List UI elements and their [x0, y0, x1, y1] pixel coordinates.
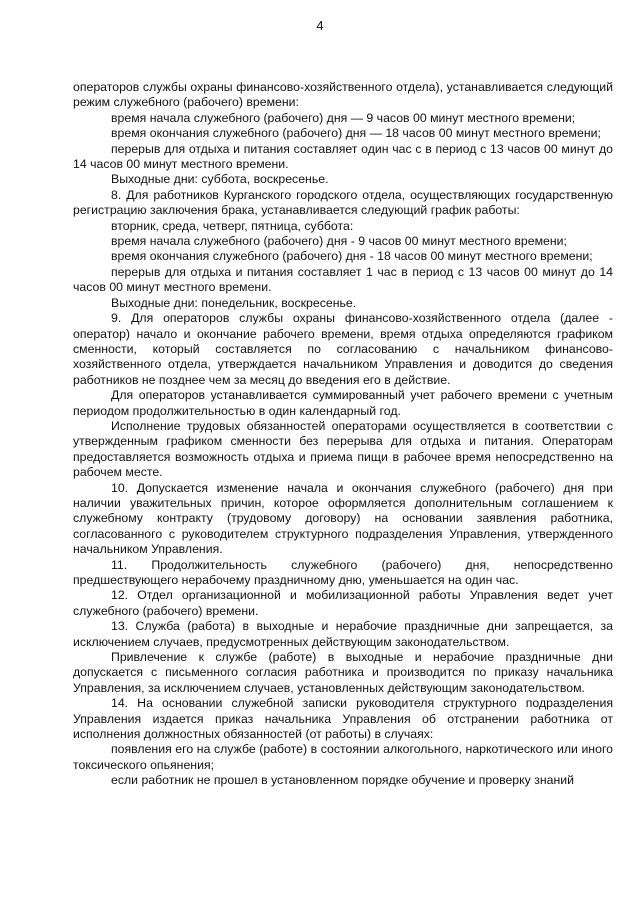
page-number: 4: [316, 18, 324, 33]
paragraph: Привлечение к службе (работе) в выходные и нерабочие праздничные дни допускается с письменного согласия работника и производится по приказу начальника Управления, за исключением случаев, установленных действующим законодательством.: [73, 650, 613, 695]
paragraph: Исполнение трудовых обязанностей операторами осуществляется в соответствии с утвержденным графиком сменности без перерыва для отдыха и питания. Операторам предоставляется возможность отдыха и приема пищи в рабочее время непосредственно на рабочем месте.: [73, 418, 613, 480]
paragraph: 11. Продолжительность служебного (рабочего) дня, непосредственно предшествующего нерабочему праздничному дню, уменьшается на один час.: [73, 557, 613, 587]
paragraph: 13. Служба (работа) в выходные и нерабочие праздничные дни запрещается, за исключением случаев, предусмотренных действующим законодательством.: [73, 619, 613, 649]
paragraph: время начала служебного (рабочего) дня - 9 часов 00 минут местного времени;: [111, 234, 567, 249]
paragraph: 12. Отдел организационной и мобилизационной работы Управления ведет учет служебного (рабочего) времени.: [73, 588, 613, 618]
paragraph: появления его на службе (работе) в состоянии алкогольного, наркотического или иного токсического опьянения;: [73, 742, 613, 772]
paragraph: вторник, среда, четверг, пятница, суббота:: [111, 218, 354, 233]
paragraph: время начала служебного (рабочего) дня — 9 часов 00 минут местного времени;: [111, 110, 576, 125]
paragraph: перерыв для отдыха и питания составляет 1 час в период с 13 часов 00 минут до 14 часов 00 минут местного времени.: [73, 264, 613, 295]
document-body: [73, 80, 613, 789]
paragraph: время окончания служебного (рабочего) дня — 18 часов 00 минут местного времени;: [111, 126, 601, 141]
paragraph: Выходные дни: суббота, воскресенье.: [111, 172, 329, 187]
paragraph: 9. Для операторов службы охраны финансово-хозяйственного отдела (далее - оператор) начало и окончание рабочего времени, время отдыха определяются графиком сменности, который составляется по согласованию с начальником финансово-хозяйственного отдела, утверждается начальником Управления и доводится до сведения работников не позднее чем за месяц до введения его в действие.: [73, 311, 613, 387]
paragraph: операторов службы охраны финансово-хозяйственного отдела), устанавливается следующий режим служебного (рабочего) времени:: [73, 80, 613, 110]
paragraph: время окончания служебного (рабочего) дня - 18 часов 00 минут местного времени;: [111, 249, 593, 264]
paragraph: 14. На основании служебной записки руководителя структурного подразделения Управления издается приказ начальника Управления об отстранении работника от исполнения должностных обязанностей (от работы) в случаях:: [73, 696, 613, 742]
paragraph: Выходные дни: понедельник, воскресенье.: [111, 295, 357, 310]
paragraph: 10. Допускается изменение начала и окончания служебного (рабочего) дня при наличии уважительных причин, которое оформляется дополнительным соглашением к служебному контракту (трудовому договору) на основании заявления работника, согласованного с руководителем структурного подразделения Управления, утвержденного начальником Управления.: [73, 480, 613, 557]
paragraph: перерыв для отдыха и питания составляет один час с в период с 13 часов 00 минут до 14 часов 00 минут местного времени.: [73, 141, 613, 172]
paragraph: 8. Для работников Курганского городского отдела, осуществляющих государственную регистрацию заключения брака, устанавливается следующий график работы:: [73, 187, 613, 218]
paragraph: Для операторов устанавливается суммированный учет рабочего времени с учетным периодом продолжительностью в один календарный год.: [73, 388, 613, 418]
paragraph: если работник не прошел в установленном порядке обучение и проверку знаний: [111, 773, 575, 788]
